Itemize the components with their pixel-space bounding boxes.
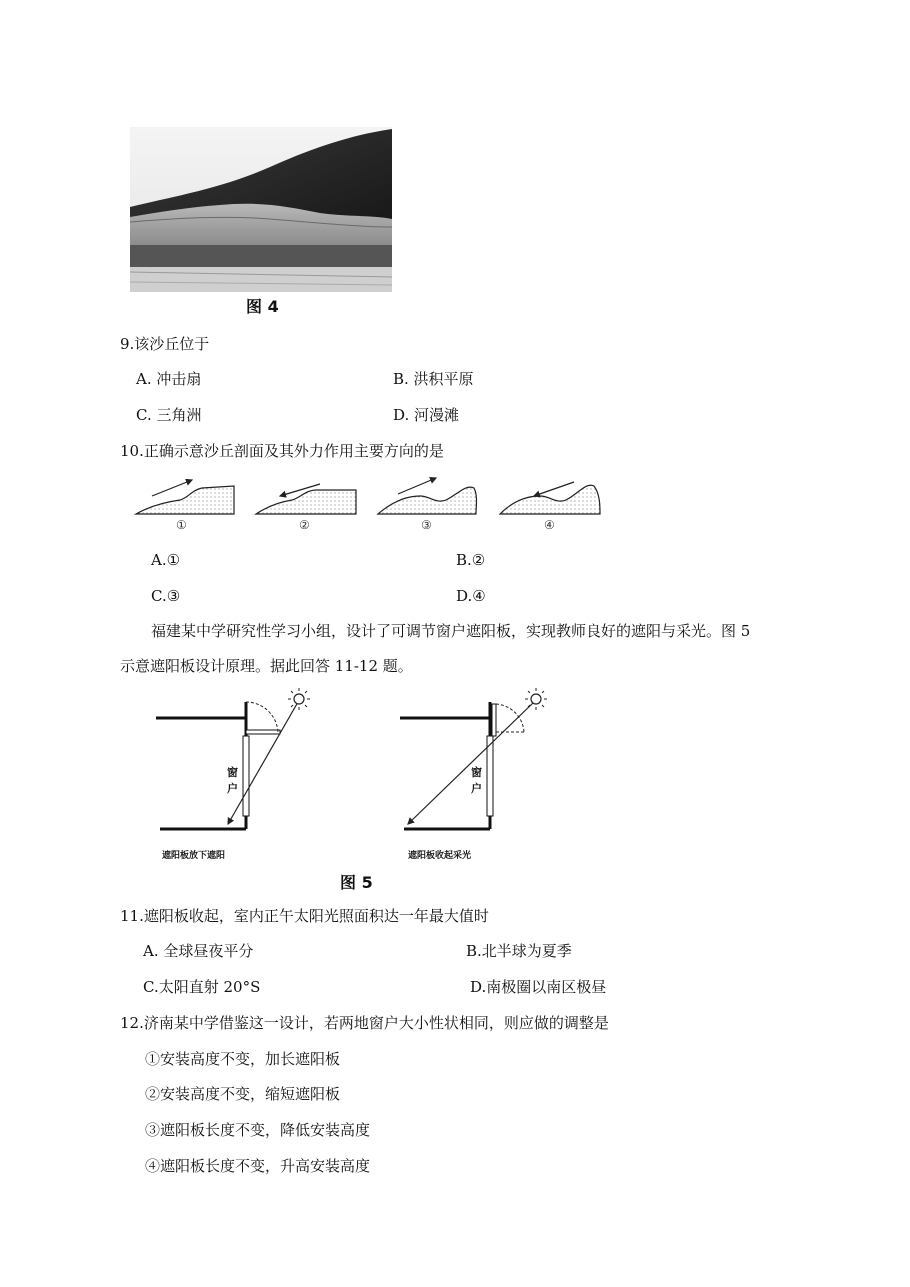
q9-option-c: C. 三角洲 [136, 406, 202, 424]
q10-option-d: D.④ [456, 587, 486, 605]
dune-label-2: ② [299, 518, 310, 532]
dune-profile-diagrams [130, 472, 610, 534]
q9-option-a: A. 冲击扇 [136, 370, 202, 388]
q11-option-c: C.太阳直射 20°S [143, 978, 261, 996]
figure-5-diagram [150, 684, 570, 834]
figure-5-caption: 图 5 [340, 873, 373, 892]
dune-profile-1 [136, 480, 234, 514]
q10-option-b: B.② [456, 551, 486, 569]
q12-item-4: ④遮阳板长度不变，升高安装高度 [145, 1157, 371, 1175]
q11-option-b: B.北半球为夏季 [466, 942, 572, 960]
dune-profile-4 [500, 482, 600, 514]
question-11-stem: 11.遮阳板收起，室内正午太阳光照面积达一年最大值时 [120, 907, 489, 925]
question-12-stem: 12.济南某中学借鉴这一设计，若两地窗户大小性状相同，则应做的调整是 [120, 1014, 609, 1032]
q11-option-d: D.南极圈以南区极昼 [470, 978, 607, 996]
dune-profile-2 [256, 484, 356, 514]
q11-option-a: A. 全球昼夜平分 [143, 942, 254, 960]
window-text-right-1: 窗 [471, 766, 482, 779]
q9-option-d: D. 河漫滩 [393, 406, 460, 424]
sun-icon [525, 688, 547, 710]
intro-line-2: 示意遮阳板设计原理。据此回答 11-12 题。 [120, 657, 413, 675]
q10-option-a: A.① [151, 551, 181, 569]
intro-line-1: 福建某中学研究性学习小组，设计了可调节窗户遮阳板，实现教师良好的遮阳与采光。图 5 [151, 622, 751, 640]
q9-option-b: B. 洪积平原 [393, 370, 474, 388]
dune-profile-3 [378, 478, 477, 514]
figure-4-caption: 图 4 [246, 297, 279, 316]
room-shade-up [400, 688, 547, 829]
figure-5-right-label: 遮阳板收起采光 [408, 851, 472, 861]
window-text-right-2: 户 [471, 782, 482, 795]
q10-option-c: C.③ [151, 587, 181, 605]
sun-icon [288, 688, 310, 710]
dune-label-4: ④ [544, 518, 555, 532]
dune-label-3: ③ [421, 518, 432, 532]
question-9-stem: 9.该沙丘位于 [120, 335, 210, 353]
question-10-stem: 10.正确示意沙丘剖面及其外力作用主要方向的是 [120, 442, 444, 460]
figure-5-left-label: 遮阳板放下遮阳 [162, 851, 226, 861]
q12-item-1: ①安装高度不变，加长遮阳板 [145, 1050, 341, 1068]
q12-item-2: ②安装高度不变，缩短遮阳板 [145, 1085, 341, 1103]
q12-item-3: ③遮阳板长度不变，降低安装高度 [145, 1121, 371, 1139]
dune-label-1: ① [176, 518, 187, 532]
figure-4-photo [130, 127, 392, 292]
room-shade-down [156, 688, 310, 829]
window-text-left-1: 窗 [227, 766, 238, 779]
window-text-left-2: 户 [227, 782, 238, 795]
